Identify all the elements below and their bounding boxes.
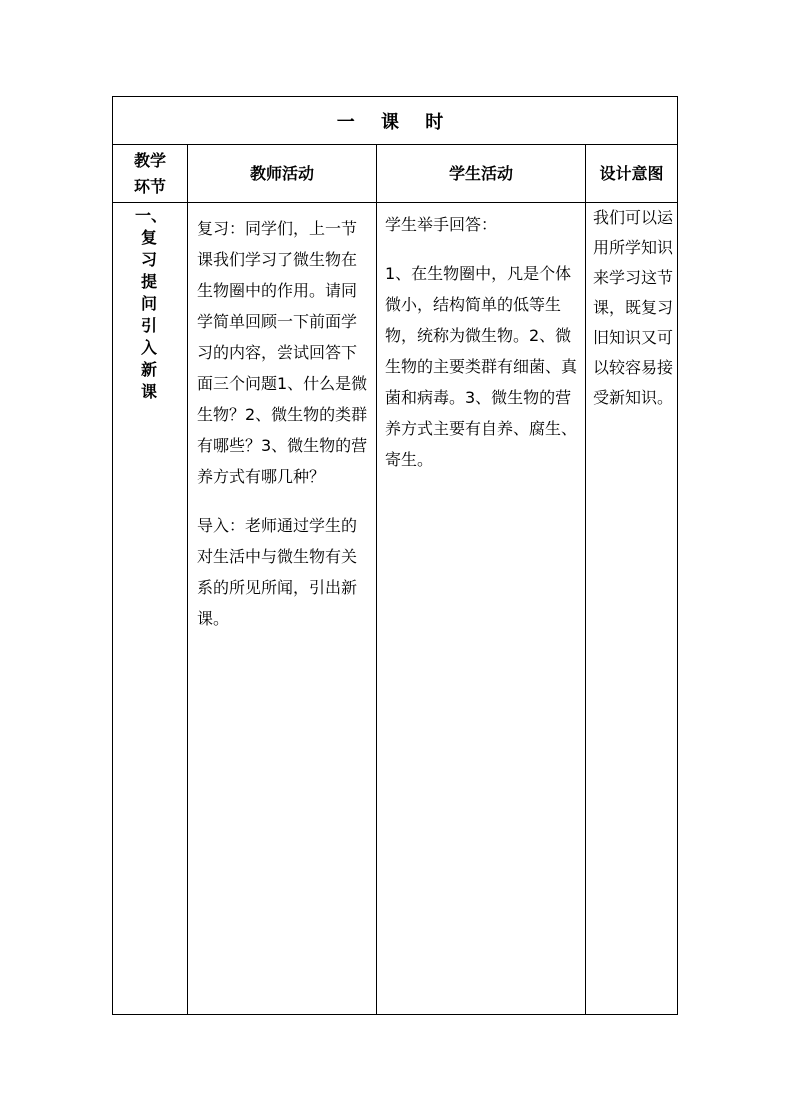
- column-divider: [187, 145, 188, 1014]
- lesson-table: [112, 96, 678, 1015]
- stage-label: 一、复习提问引入新课: [135, 206, 168, 401]
- student-activity-cell: [377, 203, 585, 1014]
- teacher-activity-cell: [188, 203, 376, 1014]
- teacher-activity-intro: 导入：老师通过学生的对生活中与微生物有关系的所见所闻，引出新课。: [197, 516, 358, 628]
- header-teacher-label: 教师活动: [249, 163, 314, 183]
- table-title: 一 课 时: [113, 97, 677, 145]
- header-stage-label: 教学环节: [133, 150, 166, 196]
- paragraph-gap: [377, 240, 585, 258]
- student-activity-answers: 1、在生物圈中，凡是个体微小，结构简单的低等生物，统称为微生物。2、微生物的主要类群有细菌、真菌和病毒。3、微生物的营养方式主要有自养、腐生、寄生。: [385, 264, 578, 469]
- paragraph-gap: [188, 492, 376, 510]
- table-header-row: [113, 145, 677, 203]
- header-student: [377, 145, 585, 202]
- stage-cell: [113, 203, 187, 1014]
- header-stage: [113, 145, 187, 202]
- column-divider: [376, 145, 377, 1014]
- student-activity-lead: 学生举手回答：: [385, 215, 498, 234]
- column-divider: [585, 145, 586, 1014]
- design-purpose-text: 我们可以运用所学知识来学习这节课，既复习旧知识又可以较容易接受新知识。: [593, 208, 674, 407]
- header-purpose: [586, 145, 677, 202]
- header-purpose-label: 设计意图: [599, 163, 664, 183]
- table-row: [113, 203, 677, 1014]
- header-student-label: 学生活动: [448, 163, 513, 183]
- header-teacher: [188, 145, 376, 202]
- design-purpose-cell: [586, 203, 677, 1014]
- teacher-activity-review: 复习：同学们，上一节课我们学习了微生物在生物圈中的作用。请同学简单回顾一下前面学习的内容，尝试回答下面三个问题1、什么是微生物？2、微生物的类群有哪些？3、微生物的营养方式有哪几种？: [197, 219, 368, 486]
